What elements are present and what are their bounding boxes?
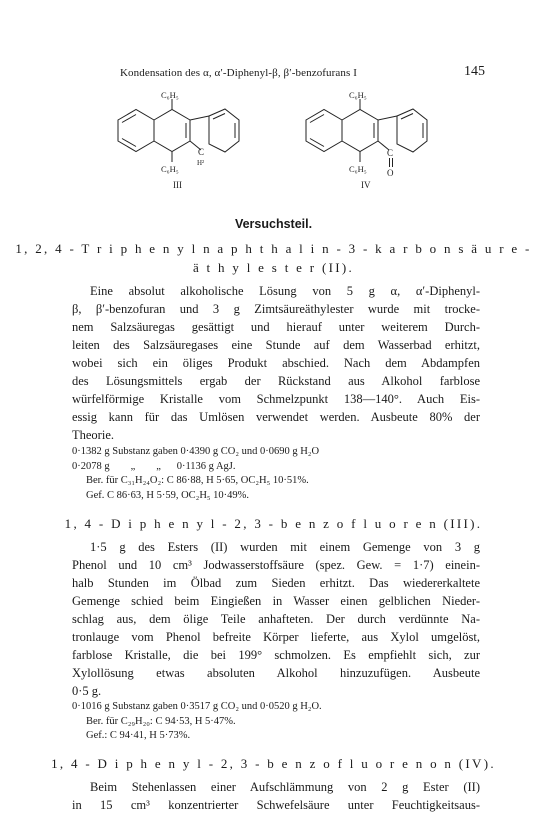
text-line: Phenol und 10 cm³ Jodwasserstoffsäure (spez. Gew. = 1·7) einein- [72,558,480,572]
compound-3-title: 1, 4 - D i p h e n y l - 2, 3 - b e n z o f l u o r e n o n (IV). [51,756,496,771]
text-line: Gemenge schied beim Eingießen in Wasser einen gelblichen Nieder- [72,594,480,608]
text-line: essig kann für das Umlösen verwendet werden. Ausbeute 80% der [72,410,480,424]
structure-III-top-substituent: C₆H₅ [161,90,179,100]
compound-1-title-line-2: ä t h y l e s t e r (II). [192,260,355,275]
text-line: 1·5 g des Esters (II) wurden mit einem Gemenge von 3 g [90,540,480,554]
page-number: 145 [464,64,485,79]
text-line: würfelförmige Kristalle vom Schmelzpunkt 138—140°. Auch Eis- [72,392,480,406]
analysis-line: Gef.: C 94·41, H 5·73%. [86,730,191,741]
analysis-line: Ber. für C₂₉H₂₀: C 94·53, H 5·47%. [86,715,236,727]
analysis-line: 0·1016 g Substanz gaben 0·3517 g CO₂ und 0·0520 g H₂O. [72,701,322,712]
compound-1-title-line-1: 1, 2, 4 - T r i p h e n y l n a p h t h a l i n - 3 - k a r b o n s ä u r e - [15,241,532,256]
text-line: Eine absolut alkoholische Lösung von 5 g α, α′-Diphenyl- [90,284,480,298]
structure-IV-bottom-substituent: C₆H₅ [349,164,367,174]
analysis-line: 0·2078 g „ „ 0·1136 g AgJ. [72,460,236,472]
text-line: schlag aus, dem ölige Teile anhafteten. Der durch verdünnte Na- [72,612,480,626]
text-line: Theorie. [72,428,114,442]
analysis-line: Ber. für C₃₁H₂₄O₂: C 86·88, H 5·65, OC₂H₅ 10·51%. [86,475,309,486]
structure-III-ring-sub: H² [197,159,205,167]
compound-2-paragraph [72,538,480,700]
running-header [100,66,485,84]
compound-3-paragraph [72,778,480,814]
text-line: 0·5 g. [72,684,102,698]
structure-IV-label: IV [361,180,371,190]
structural-formulas [0,88,547,208]
text-line: tronlauge vom Phenol befreite Körper lieferte, aus Xylol umgelöst, [72,630,480,644]
text-line: Beim Stehenlassen einer Aufschlämmung von 2 g Ester (II) [90,780,480,794]
structure-III-ring-atom: C [198,147,205,157]
text-line: leiten des Salzsäuregases eine Stunde auf dem Wasserbad erhitzt, [72,338,480,352]
structure-III-label: III [173,180,182,190]
structure-IV-labels [349,90,394,190]
analysis-line: Gef. C 86·63, H 5·59, OC₂H₅ 10·49%. [86,489,250,501]
text-line: halb Stunden im Ölbad zum Sieden erhitzt. Das wiedererkaltete [72,576,480,590]
structure-diagrams [0,88,547,208]
compound-2-analysis [72,700,322,744]
text-line: des Lösungsmittels ergab der Rückstand aus Alkohol farblose [72,374,480,388]
structure-III-bottom-substituent: C₆H₅ [161,164,179,174]
text-line: in 15 cm³ konzentrierter Schwefelsäure unter Feuchtigkeitsaus- [72,798,480,812]
structure-IV-ring-atom: C [387,148,394,158]
analysis-line: 0·1382 g Substanz gaben 0·4390 g CO₂ und 0·0690 g H₂O [72,446,320,457]
structure-IV-top-substituent: C₆H₅ [349,90,367,100]
compound-1-analysis [72,445,319,503]
structure-III [118,99,239,162]
structure-IV [306,99,427,167]
structure-IV-ring-sub: O [387,168,394,178]
structure-III-labels [161,90,204,190]
compound-2-title: 1, 4 - D i p h e n y l - 2, 3 - b e n z o f l u o r e n (III). [64,516,483,531]
text-line: farblose Kristalle, die bei 199° schmolzen. Es empfiehlt sich, zur [72,648,480,662]
compound-1-paragraph [72,282,480,444]
text-line: β, β′-benzofuran und 3 g Zimtsäureäthylester wurde mit trocke- [72,302,480,316]
text-line: nem Salzsäuregas gesättigt und hierauf unter weiterem Durch- [72,320,480,334]
text-line: wobei sich ein öliges Produkt abschied. Nach dem Abdampfen [72,356,480,370]
section-heading: Versuchsteil. [234,217,313,231]
text-line: Xylollösung etwas absoluten Alkohol hinzuzufügen. Ausbeute [72,666,480,680]
running-title: Kondensation des α, α′-Diphenyl-β, β′-benzofurans I [120,67,357,79]
